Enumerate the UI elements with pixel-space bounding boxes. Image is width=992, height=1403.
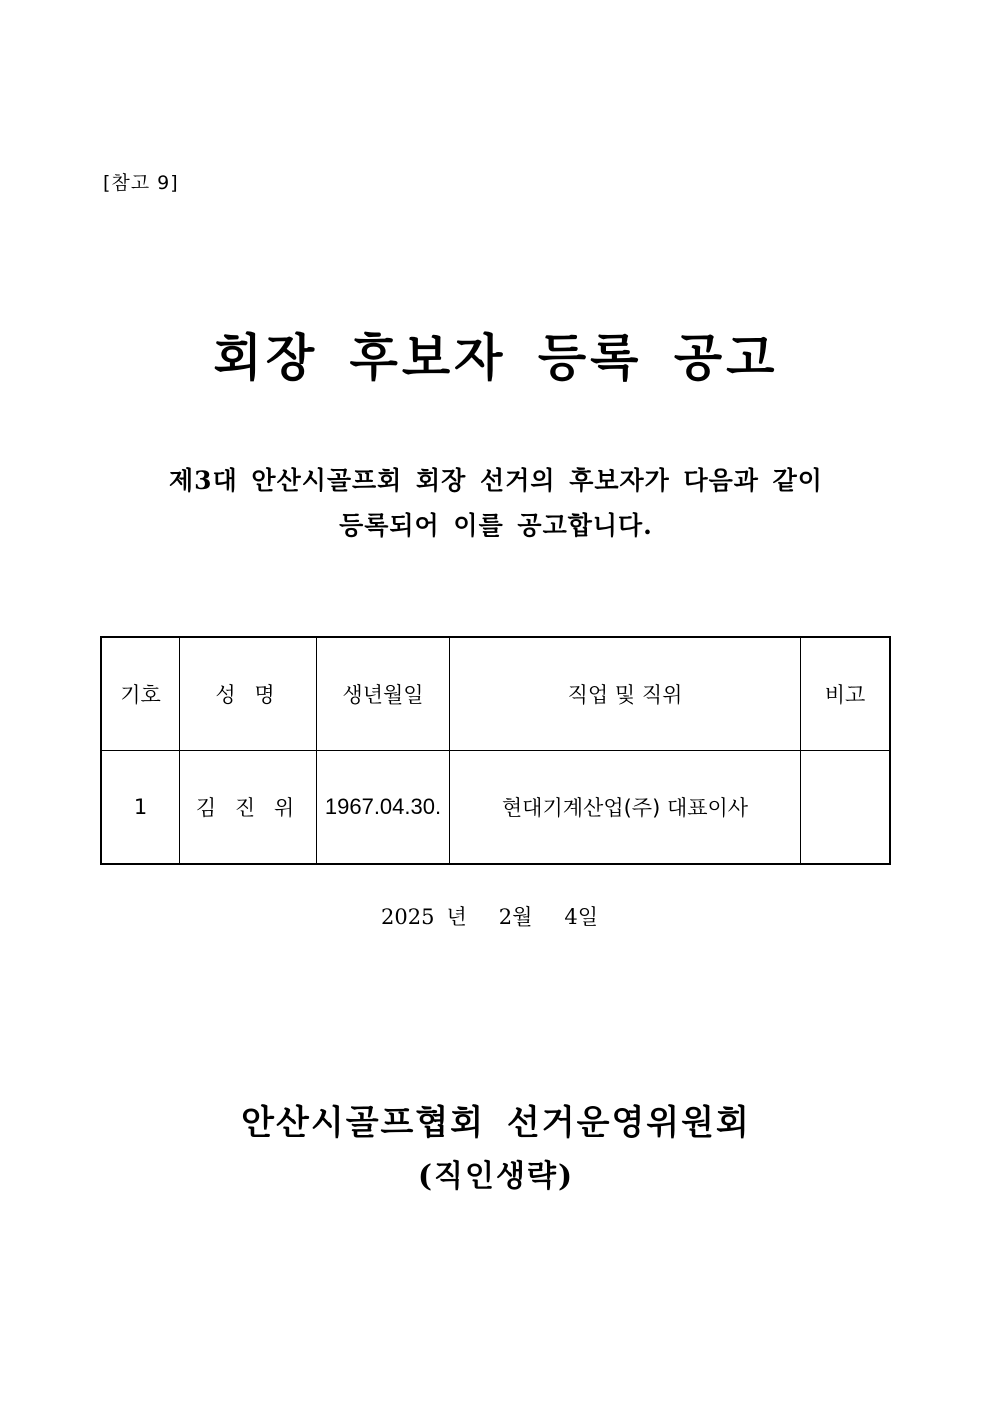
cell-birth: 1967.04.30.: [317, 751, 450, 865]
page-title: 회장 후보자 등록 공고: [213, 328, 779, 387]
seal-note: (직인생략): [417, 1159, 575, 1194]
organization-name: 안산시골프협회 선거운영위원회: [241, 1103, 751, 1143]
header-number: 기호: [101, 637, 180, 751]
date-day: 4일: [564, 905, 599, 929]
header-note: 비고: [801, 637, 891, 751]
cell-note: [801, 751, 891, 865]
intro-line-2: 등록되어 이를 공고합니다.: [339, 511, 653, 540]
cell-name: 김 진 위: [180, 751, 317, 865]
date-month: 2월: [498, 905, 533, 929]
announcement-date: [381, 901, 598, 931]
table-header-row: [101, 637, 890, 751]
header-job: 직업 및 직위: [450, 637, 801, 751]
header-name: 성 명: [180, 637, 317, 751]
cell-job: 현대기계산업(주) 대표이사: [450, 751, 801, 865]
cell-number: 1: [101, 751, 180, 865]
reference-label: [참고 9]: [103, 172, 179, 194]
date-year-unit: 년: [446, 905, 467, 929]
header-birth: 생년월일: [317, 637, 450, 751]
table-row: [101, 751, 890, 865]
candidate-table: [100, 636, 891, 865]
date-year: 2025: [381, 905, 435, 929]
intro-line-1: 제3대 안산시골프회 회장 선거의 후보자가 다음과 같이: [169, 466, 823, 495]
